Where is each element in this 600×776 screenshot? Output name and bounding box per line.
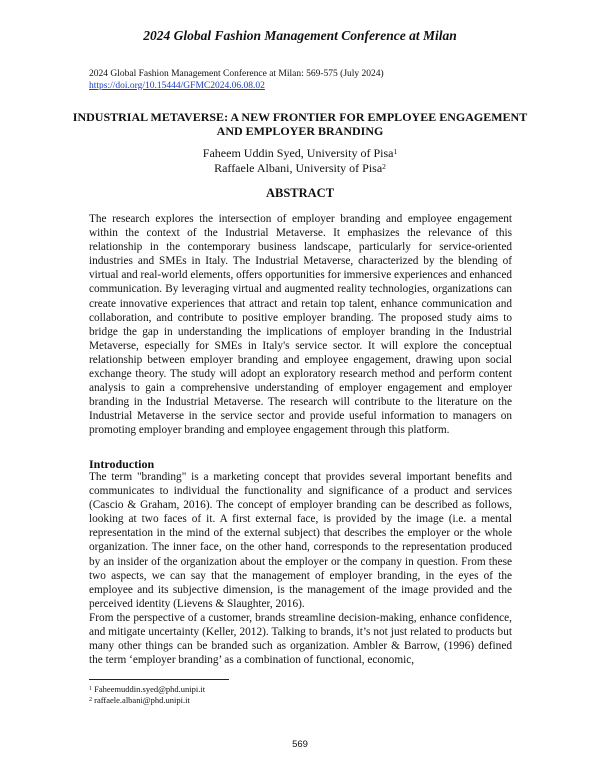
page-number: 569 [292, 739, 308, 750]
abstract-body: The research explores the intersection of employer branding and employee engagement within the context of the Industrial Metaverse. It emphasizes the relevance of this relationship in the contemporary business landscape, particularly for service-oriented industries and SMEs in Italy. The Industrial Metaverse, characterized by the blending of virtual and real-world elements, offers opportunities for immersive experiences and enhanced communication. By leveraging virtual and augmented reality technologies, organizations can create innovative experiences that attract and retain top talent, enhance communication and collaboration, and contribute to positive employer branding. The proposed study aims to bridge the gap in understanding the implications of employer branding in the Industrial Metaverse, especially for SMEs in Italy's service sector. It will explore the conceptual relationship between employer branding and employee engagement, drawing upon social exchange theory. The study will adopt an exploratory research method and perform content analysis to gain a comprehensive understanding of employer engagement and employer branding in the Industrial Metaverse. The research will contribute to the literature on the Industrial Metaverse in the service sector and provide useful information to managers on promoting employer branding and employee engagement through this platform. [89, 213, 512, 437]
introduction-body [89, 470, 512, 667]
footnote-mark: 1 [393, 147, 398, 156]
footnote [89, 684, 205, 695]
doi-link[interactable]: https://doi.org/10.15444/GFMC2024.06.08.02 [89, 81, 265, 91]
author-list [0, 146, 600, 176]
citation-line: 2024 Global Fashion Management Conference at Milan: 569-575 (July 2024) [89, 69, 384, 79]
abstract-heading: ABSTRACT [265, 186, 335, 200]
footnote-email: Faheemuddin.syed@phd.unipi.it [94, 684, 206, 694]
footnote [89, 695, 205, 706]
citation-block [89, 68, 384, 92]
author-line [0, 161, 600, 176]
footnote-mark: 1 [89, 686, 92, 692]
paragraph: From the perspective of a customer, brands streamline decision-making, enhance confidence, and mitigate uncertainty (Keller, 2012). Talking to brands, it’s not just related to products but many other things can be branded such as organization. Ambler & Barrow, (1996) defined the term ‘employer branding’ as a combination of functional, economic, [89, 611, 512, 667]
footnotes [89, 684, 205, 706]
introduction-heading: Introduction [89, 457, 155, 471]
author-name: Raffaele Albani, University of Pisa [214, 161, 383, 175]
author-name: Faheem Uddin Syed, University of Pisa [202, 146, 394, 160]
paragraph: The term "branding" is a marketing concept that provides several important benefits and communicates to individual the functionality and significance of a product and services (Cascio & Graham, 2016). The concept of employer branding can be described as follows, looking at two faces of it. A first external face, is provided by the image (i.e. a mental representation in the mind of the external subject) that describes the employer or the whole organization. The inner face, on the other hand, corresponds to the representation produced by an insider of the organization about the employer or the company in question. From these two aspects, we can say that the management of employer branding, in the eyes of the employee and its subjective dimension, is the management of the image provided and the perceived identity (Lievens & Slaughter, 2016). [89, 471, 512, 610]
author-line [0, 146, 600, 161]
footnote-email: raffaele.albani@phd.unipi.it [94, 695, 190, 705]
running-header: 2024 Global Fashion Management Conference at Milan [143, 28, 457, 43]
footnote-mark: 2 [89, 697, 92, 703]
footnote-divider [89, 679, 229, 680]
footnote-mark: 2 [382, 162, 386, 171]
paper-title: INDUSTRIAL METAVERSE: A NEW FRONTIER FOR EMPLOYEE ENGAGEMENT AND EMPLOYER BRANDING [72, 110, 528, 138]
